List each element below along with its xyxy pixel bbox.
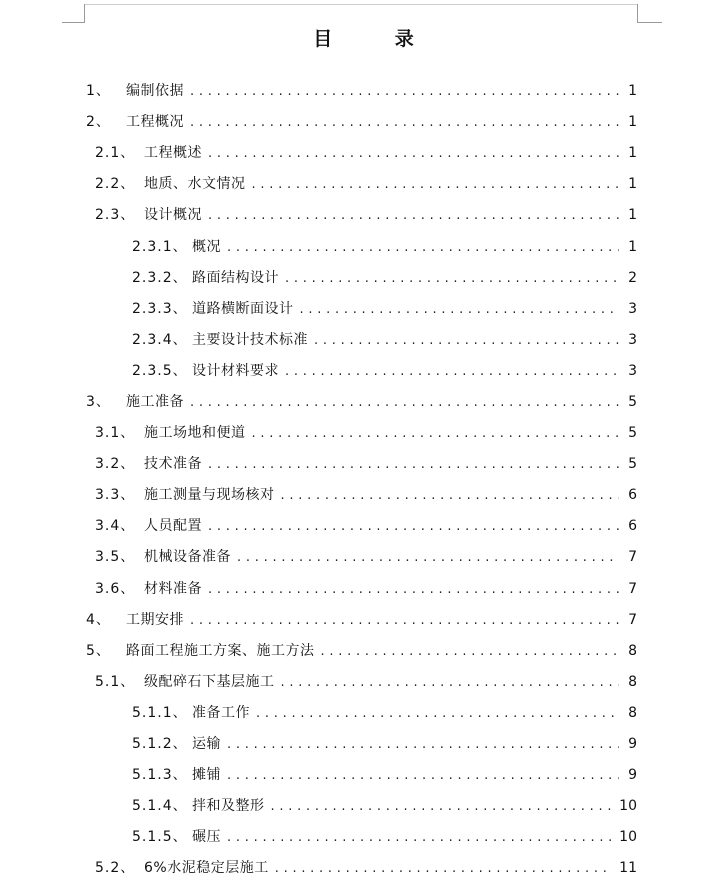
toc-entry-page-number: 8 bbox=[628, 704, 637, 721]
toc-entry[interactable] bbox=[0, 294, 727, 325]
toc-entry-label: 技术准备 bbox=[144, 456, 202, 473]
toc-entry[interactable] bbox=[0, 263, 727, 294]
toc-dot-leader bbox=[208, 449, 619, 480]
toc-entry-label: 碾压 bbox=[192, 829, 221, 846]
toc-entry-label: 工程概况 bbox=[126, 114, 184, 131]
toc-entry-label: 工期安排 bbox=[126, 611, 184, 628]
toc-entry-page-number: 1 bbox=[628, 207, 637, 224]
toc-dot-leader bbox=[190, 387, 619, 418]
toc-dot-leader bbox=[190, 76, 619, 107]
toc-dot-leader bbox=[256, 698, 619, 729]
page-top-edge bbox=[84, 4, 638, 5]
toc-dot-leader bbox=[300, 294, 620, 325]
toc-entry-page-number: 1 bbox=[628, 145, 637, 162]
toc-entry-label: 准备工作 bbox=[192, 704, 250, 721]
margin-corner-mark-left-vertical bbox=[84, 4, 85, 23]
toc-entry-number: 2.2、 bbox=[95, 176, 136, 193]
toc-dot-leader bbox=[190, 605, 619, 636]
toc-entry-page-number: 3 bbox=[628, 331, 637, 348]
toc-entry-label: 主要设计技术标准 bbox=[192, 331, 308, 348]
toc-entry-number: 5.1.5、 bbox=[132, 829, 188, 846]
toc-entry-label: 材料准备 bbox=[144, 580, 202, 597]
toc-entry[interactable] bbox=[0, 542, 727, 573]
toc-entry-label: 路面工程施工方案、施工方法 bbox=[126, 642, 315, 659]
toc-entry[interactable] bbox=[0, 76, 727, 107]
toc-entry[interactable] bbox=[0, 107, 727, 138]
toc-entry-label: 6%水泥稳定层施工 bbox=[144, 860, 269, 877]
toc-entry-label: 施工场地和便道 bbox=[144, 425, 246, 442]
toc-entry-label: 编制依据 bbox=[126, 83, 184, 100]
toc-entry[interactable] bbox=[0, 605, 727, 636]
toc-entry-label: 拌和及整形 bbox=[192, 798, 265, 815]
toc-dot-leader bbox=[275, 853, 613, 884]
toc-entry-number: 5.2、 bbox=[95, 860, 136, 877]
toc-entry-page-number: 1 bbox=[628, 238, 637, 255]
toc-entry[interactable] bbox=[0, 231, 727, 262]
toc-dot-leader bbox=[281, 667, 620, 698]
toc-entry[interactable] bbox=[0, 729, 727, 760]
toc-entry-number: 2、 bbox=[86, 114, 111, 131]
toc-entry[interactable] bbox=[0, 200, 727, 231]
toc-entry-number: 2.3.5、 bbox=[132, 362, 188, 379]
toc-dot-leader bbox=[271, 791, 614, 822]
toc-entry-number: 5.1.2、 bbox=[132, 736, 188, 753]
toc-entry[interactable] bbox=[0, 480, 727, 511]
toc-entry[interactable] bbox=[0, 418, 727, 449]
toc-entry-page-number: 11 bbox=[619, 860, 637, 877]
toc-dot-leader bbox=[252, 169, 620, 200]
toc-dot-leader bbox=[208, 138, 619, 169]
toc-dot-leader bbox=[190, 107, 619, 138]
toc-entry-number: 3.6、 bbox=[95, 580, 136, 597]
toc-dot-leader bbox=[281, 480, 620, 511]
toc-dot-leader bbox=[314, 325, 619, 356]
toc-entry[interactable] bbox=[0, 325, 727, 356]
toc-dot-leader bbox=[227, 760, 619, 791]
margin-corner-mark-left bbox=[62, 22, 85, 23]
toc-entry-number: 5.1.3、 bbox=[132, 767, 188, 784]
toc-entry[interactable] bbox=[0, 760, 727, 791]
toc-dot-leader bbox=[227, 822, 613, 853]
toc-entry[interactable] bbox=[0, 791, 727, 822]
toc-entry-page-number: 8 bbox=[628, 673, 637, 690]
toc-entry-number: 3.1、 bbox=[95, 425, 136, 442]
toc-dot-leader bbox=[208, 200, 619, 231]
toc-entry-label: 摊铺 bbox=[192, 767, 221, 784]
margin-corner-mark-right bbox=[638, 22, 662, 23]
toc-entry-page-number: 9 bbox=[628, 736, 637, 753]
toc-entry-number: 2.3.2、 bbox=[132, 269, 188, 286]
toc-entry-page-number: 6 bbox=[628, 518, 637, 535]
toc-entry-page-number: 10 bbox=[619, 798, 637, 815]
toc-entry-label: 地质、水文情况 bbox=[144, 176, 246, 193]
toc-dot-leader bbox=[285, 356, 619, 387]
toc-entry-page-number: 10 bbox=[619, 829, 637, 846]
toc-entry-page-number: 7 bbox=[628, 549, 637, 566]
toc-entry[interactable] bbox=[0, 636, 727, 667]
toc-entry-page-number: 3 bbox=[628, 300, 637, 317]
toc-entry[interactable] bbox=[0, 356, 727, 387]
toc-entry-label: 运输 bbox=[192, 736, 221, 753]
toc-dot-leader bbox=[208, 511, 619, 542]
toc-dot-leader bbox=[285, 263, 619, 294]
toc-entry-page-number: 1 bbox=[628, 83, 637, 100]
toc-entry-page-number: 7 bbox=[628, 611, 637, 628]
toc-entry-page-number: 5 bbox=[628, 393, 637, 410]
toc-entry-page-number: 9 bbox=[628, 767, 637, 784]
toc-entry-number: 3.5、 bbox=[95, 549, 136, 566]
toc-entry[interactable] bbox=[0, 449, 727, 480]
toc-entry-page-number: 7 bbox=[628, 580, 637, 597]
toc-entry-number: 2.3.4、 bbox=[132, 331, 188, 348]
toc-entry-label: 施工准备 bbox=[126, 393, 184, 410]
toc-entry[interactable] bbox=[0, 667, 727, 698]
toc-entry-label: 道路横断面设计 bbox=[192, 300, 294, 317]
toc-entry-number: 5.1、 bbox=[95, 673, 136, 690]
table-of-contents bbox=[0, 76, 727, 884]
toc-entry-page-number: 1 bbox=[628, 176, 637, 193]
toc-entry-label: 工程概述 bbox=[144, 145, 202, 162]
toc-entry-page-number: 1 bbox=[628, 114, 637, 131]
toc-entry-number: 3.2、 bbox=[95, 456, 136, 473]
toc-entry[interactable] bbox=[0, 169, 727, 200]
toc-entry-number: 4、 bbox=[86, 611, 111, 628]
toc-entry-number: 2.3、 bbox=[95, 207, 136, 224]
toc-entry-label: 机械设备准备 bbox=[144, 549, 231, 566]
toc-entry[interactable] bbox=[0, 822, 727, 853]
toc-entry-label: 级配碎石下基层施工 bbox=[144, 673, 275, 690]
toc-entry-label: 设计材料要求 bbox=[192, 362, 279, 379]
toc-entry[interactable] bbox=[0, 574, 727, 605]
toc-entry-number: 5.1.1、 bbox=[132, 704, 188, 721]
toc-entry-number: 2.3.1、 bbox=[132, 238, 188, 255]
toc-entry-page-number: 5 bbox=[628, 425, 637, 442]
toc-entry-label: 施工测量与现场核对 bbox=[144, 487, 275, 504]
toc-entry-number: 2.3.3、 bbox=[132, 300, 188, 317]
toc-dot-leader bbox=[252, 418, 620, 449]
toc-entry-page-number: 8 bbox=[628, 642, 637, 659]
toc-dot-leader bbox=[237, 542, 619, 573]
toc-entry[interactable] bbox=[0, 511, 727, 542]
toc-entry-number: 3.3、 bbox=[95, 487, 136, 504]
toc-entry-label: 人员配置 bbox=[144, 518, 202, 535]
toc-entry-label: 设计概况 bbox=[144, 207, 202, 224]
toc-entry-page-number: 3 bbox=[628, 362, 637, 379]
toc-entry-number: 5.1.4、 bbox=[132, 798, 188, 815]
toc-entry[interactable] bbox=[0, 387, 727, 418]
toc-entry[interactable] bbox=[0, 138, 727, 169]
toc-entry-page-number: 6 bbox=[628, 487, 637, 504]
toc-entry[interactable] bbox=[0, 853, 727, 884]
toc-entry-number: 5、 bbox=[86, 642, 111, 659]
margin-corner-mark-right-vertical bbox=[637, 4, 638, 23]
toc-entry-label: 路面结构设计 bbox=[192, 269, 279, 286]
toc-entry-number: 3、 bbox=[86, 393, 111, 410]
toc-dot-leader bbox=[208, 574, 619, 605]
toc-entry-number: 2.1、 bbox=[95, 145, 136, 162]
toc-entry[interactable] bbox=[0, 698, 727, 729]
toc-title: 目 录 bbox=[313, 28, 442, 50]
toc-entry-number: 3.4、 bbox=[95, 518, 136, 535]
toc-dot-leader bbox=[321, 636, 620, 667]
toc-entry-page-number: 2 bbox=[628, 269, 637, 286]
toc-dot-leader bbox=[227, 729, 619, 760]
toc-entry-label: 概况 bbox=[192, 238, 221, 255]
toc-entry-page-number: 5 bbox=[628, 456, 637, 473]
toc-entry-number: 1、 bbox=[86, 83, 111, 100]
toc-dot-leader bbox=[227, 232, 619, 263]
